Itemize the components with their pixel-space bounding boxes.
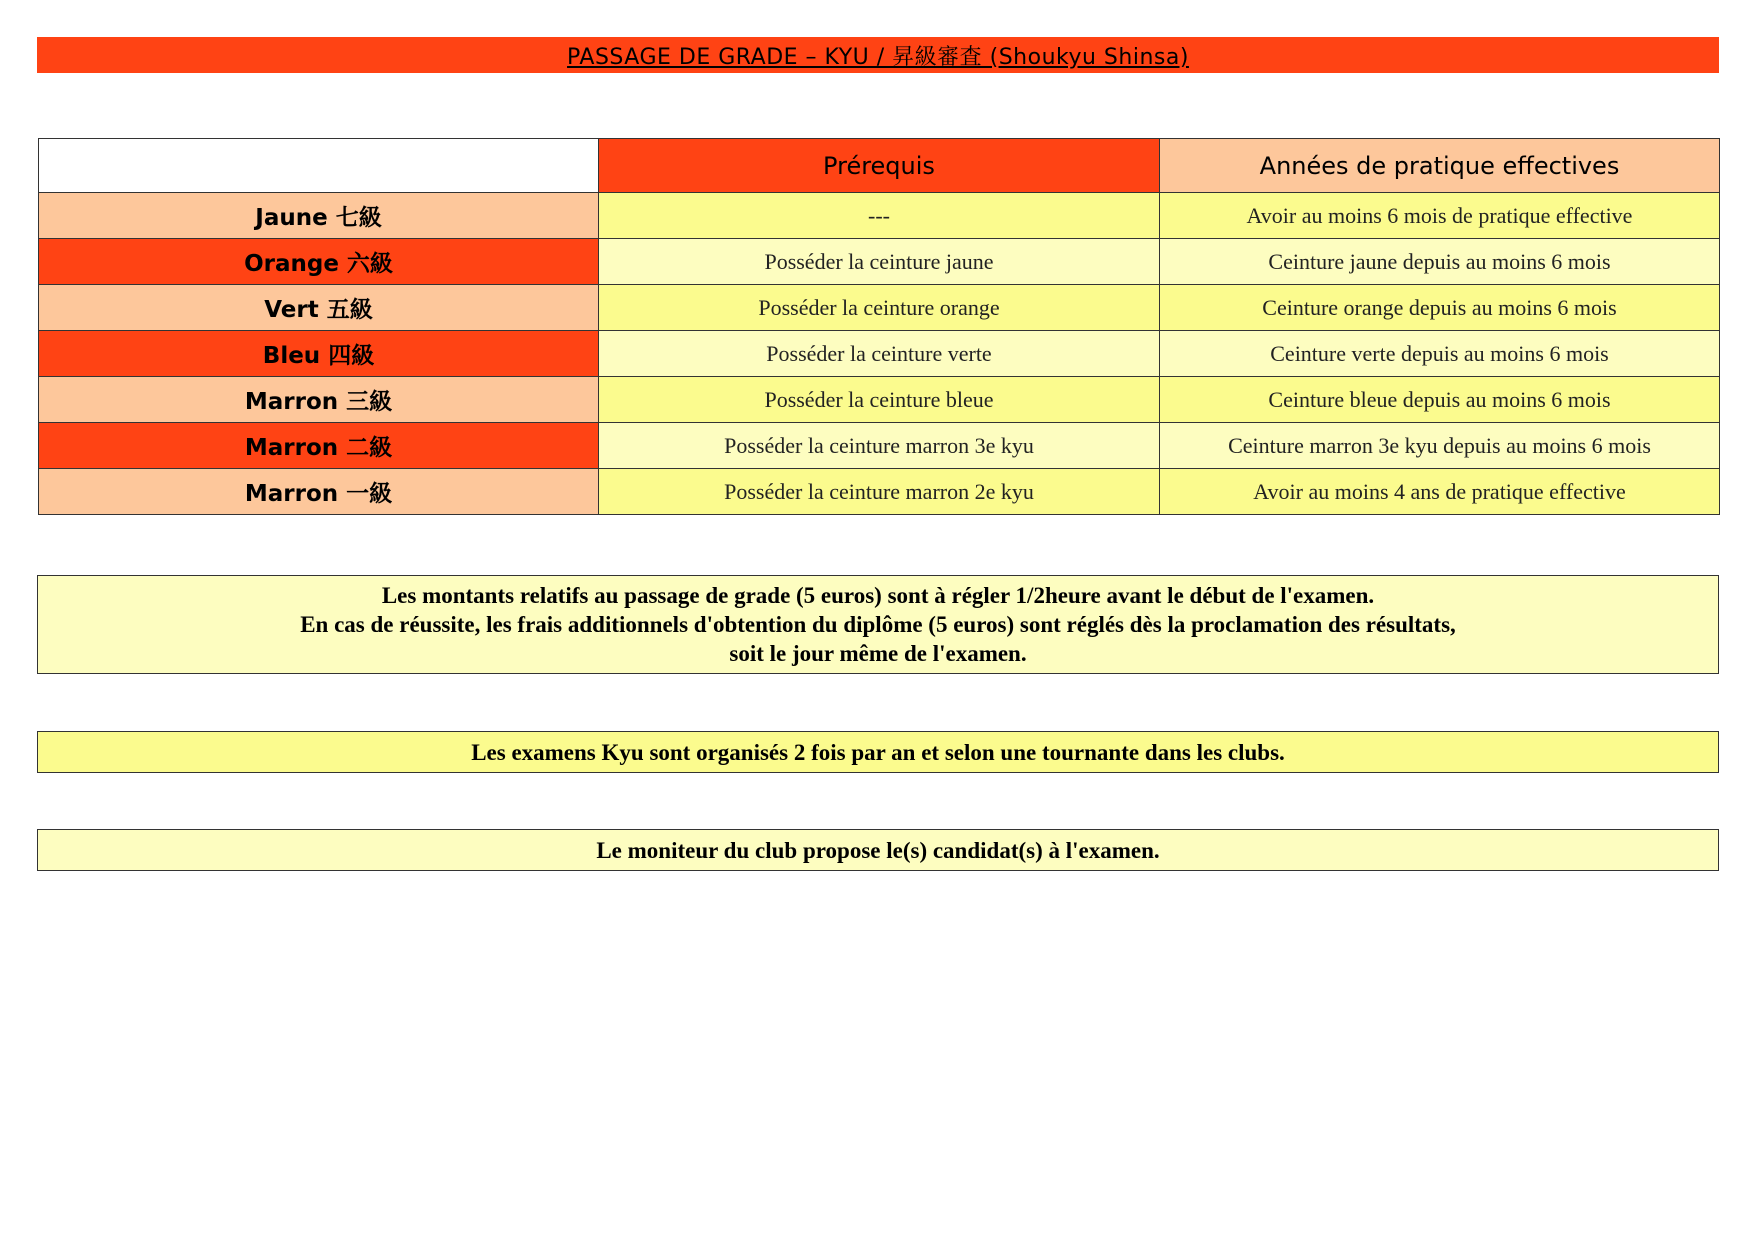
belt-vert: Vert 五級 [39,285,599,331]
kyu-grades-table [38,138,1720,515]
page-title: PASSAGE DE GRADE – KYU / 昇級審査 (Shoukyu Shinsa) [567,44,1189,70]
title-bar [37,37,1719,73]
table-row [39,377,1720,423]
moniteur-text: Le moniteur du club propose le(s) candidat(s) à l'examen. [596,837,1160,863]
table-row [39,469,1720,515]
prereq-cell: Posséder la ceinture marron 3e kyu [599,423,1160,469]
prereq-cell: Posséder la ceinture jaune [599,239,1160,285]
header-prerequis: Prérequis [599,139,1160,193]
annees-cell: Ceinture verte depuis au moins 6 mois [1160,331,1720,377]
belt-jaune: Jaune 七級 [39,193,599,239]
fees-line: Les montants relatifs au passage de grade (5 euros) sont à régler 1/2heure avant le début de l'examen. [381,583,1375,608]
prereq-cell: --- [599,193,1160,239]
table-row [39,239,1720,285]
table-row [39,423,1720,469]
prereq-cell: Posséder la ceinture verte [599,331,1160,377]
table-header-row [39,139,1720,193]
annees-cell: Avoir au moins 6 mois de pratique effective [1160,193,1720,239]
schedule-text: Les examens Kyu sont organisés 2 fois par an et selon une tournante dans les clubs. [471,739,1285,765]
fees-line: soit le jour même de l'examen. [729,641,1027,666]
prereq-cell: Posséder la ceinture marron 2e kyu [599,469,1160,515]
belt-marron-3: Marron 三級 [39,377,599,423]
annees-cell: Ceinture bleue depuis au moins 6 mois [1160,377,1720,423]
prereq-cell: Posséder la ceinture bleue [599,377,1160,423]
fees-note [37,575,1719,674]
prereq-cell: Posséder la ceinture orange [599,285,1160,331]
annees-cell: Avoir au moins 4 ans de pratique effective [1160,469,1720,515]
belt-orange: Orange 六級 [39,239,599,285]
annees-cell: Ceinture marron 3e kyu depuis au moins 6 mois [1160,423,1720,469]
belt-marron-2: Marron 二級 [39,423,599,469]
fees-line: En cas de réussite, les frais additionnels d'obtention du diplôme (5 euros) sont réglés dès la proclamation des résultats, [300,612,1456,637]
moniteur-note [37,829,1719,871]
annees-cell: Ceinture orange depuis au moins 6 mois [1160,285,1720,331]
belt-bleu: Bleu 四級 [39,331,599,377]
annees-cell: Ceinture jaune depuis au moins 6 mois [1160,239,1720,285]
table-row [39,285,1720,331]
belt-marron-1: Marron 一級 [39,469,599,515]
header-empty-cell [39,139,599,193]
schedule-note [37,731,1719,773]
table-row [39,331,1720,377]
header-annees: Années de pratique effectives [1160,139,1720,193]
table-row [39,193,1720,239]
